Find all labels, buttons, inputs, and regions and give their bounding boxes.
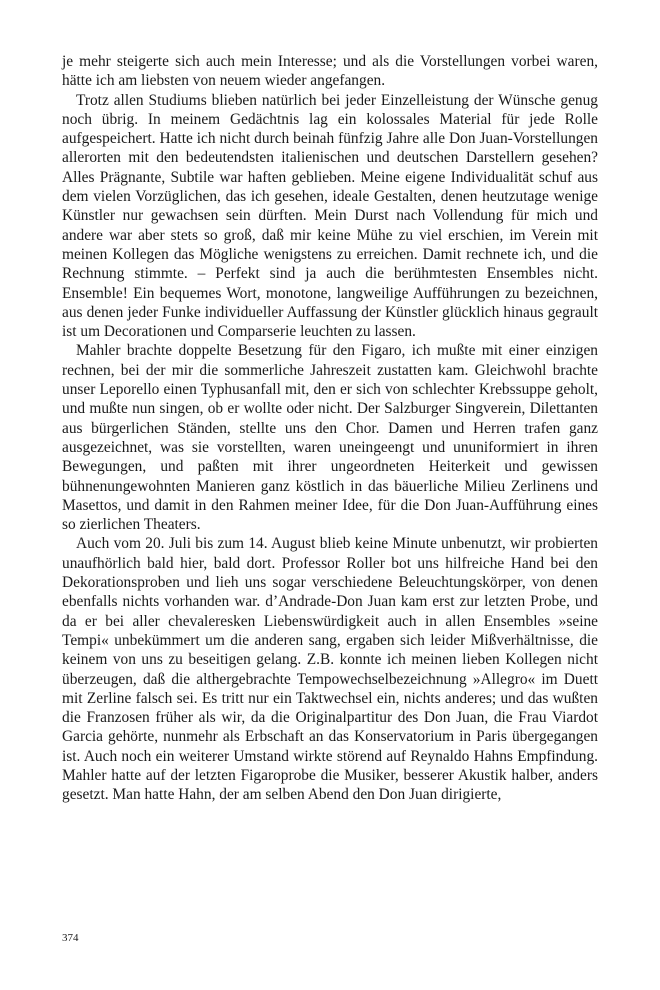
page-body bbox=[62, 52, 598, 805]
paragraph-4: Auch vom 20. Juli bis zum 14. August blieb keine Minute unbenutzt, wir probierten unaufhörlich bald hier, bald dort. Professor Roller bot uns hilfreiche Hand bei den Dekorationsproben und lieh uns sogar verschiedene Beleuchtungskörper, von denen ebenfalls nichts vorhanden war. d’Andrade-Don Juan kam erst zur letzten Probe, und da er bei aller chevaleresken Liebenswürdigkeit auch in allen Ensembles »seine Tempi« unbekümmert um die anderen sang, ergaben sich leider Mißverhältnisse, die keinem von uns zu beseitigen gelang. Z.B. konnte ich meinen lieben Kollegen nicht überzeugen, daß die althergebrachte Tempowechselbezeichnung »Allegro« im Duett mit Zerline falsch sei. Es tritt nur ein Taktwechsel ein, nichts anderes; und das wußten die Franzosen früher als wir, da die Originalpartitur des Don Juan, die Frau Viardot Garcia gehörte, nunmehr als Erbschaft an das Konservatorium in Paris übergegangen ist. Auch noch ein weiterer Umstand wirkte störend auf Reynaldo Hahns Empfindung. Mahler hatte auf der letzten Figaroprobe die Musiker, besserer Akustik halber, anders gesetzt. Man hatte Hahn, der am selben Abend den Don Juan dirigierte, bbox=[62, 535, 598, 804]
paragraph-2: Trotz allen Studiums blieben natürlich bei jeder Einzelleistung der Wünsche genug noch übrig. In meinem Gedächtnis lag ein kolossales Material für jede Rolle aufgespeichert. Hatte ich nicht durch beinah fünfzig Jahre alle Don Juan-Vorstellungen allerorten mit den bedeutendsten italienischen und deutschen Darstellern gesehen? Alles Prägnante, Subtile war haften geblieben. Meine eigene Individualität schuf aus dem vielen Vorzüglichen, das ich gesehen, ideale Gestalten, denen heutzutage wenige Künstler nur gewachsen sein dürften. Mein Durst nach Vollendung für mich und andere war aber stets so groß, daß mir keine Mühe zu viel erschien, im Verein mit meinen Kollegen das Mögliche wenigstens zu erreichen. Damit rechnete ich, und die Rechnung stimmte. – Perfekt sind ja auch die berühmtesten Ensembles nicht. Ensemble! Ein bequemes Wort, monotone, langweilige Aufführungen zu bezeichnen, aus denen jeder Funke individueller Auffassung der Künstler glücklich hinaus gegrault ist um Decorationen und Comparserie leuchten zu lassen. bbox=[62, 91, 598, 341]
page-number: 374 bbox=[62, 932, 79, 944]
paragraph-3: Mahler brachte doppelte Besetzung für den Figaro, ich mußte mit einer einzigen rechnen, bei der mir die sommerliche Jahreszeit zustatten kam. Gleichwohl brachte unser Leporello einen Typhusanfall mit, den er sich von schlechter Krebssuppe geholt, und mußte nun singen, ob er wollte oder nicht. Der Salzburger Singverein, Dilettanten aus bürgerlichen Ständen, stellte uns den Chor. Damen und Herren trafen ganz ausgezeichnet, was sie vorstellten, waren uneingeengt und ununiformiert in ihren Bewegungen, und paßten mit ihrer ungeordneten Heiterkeit und gewissen bühnenungewohnten Manieren ganz köstlich in das bäuerliche Milieu Zerlinens und Masettos, und damit in den Rahmen meiner Idee, für die Don Juan-Aufführung eines so zierlichen Theaters. bbox=[62, 342, 598, 534]
paragraph-1: je mehr steigerte sich auch mein Interesse; und als die Vorstellungen vorbei waren, hätte ich am liebsten von neuem wieder angefangen. bbox=[62, 53, 598, 90]
